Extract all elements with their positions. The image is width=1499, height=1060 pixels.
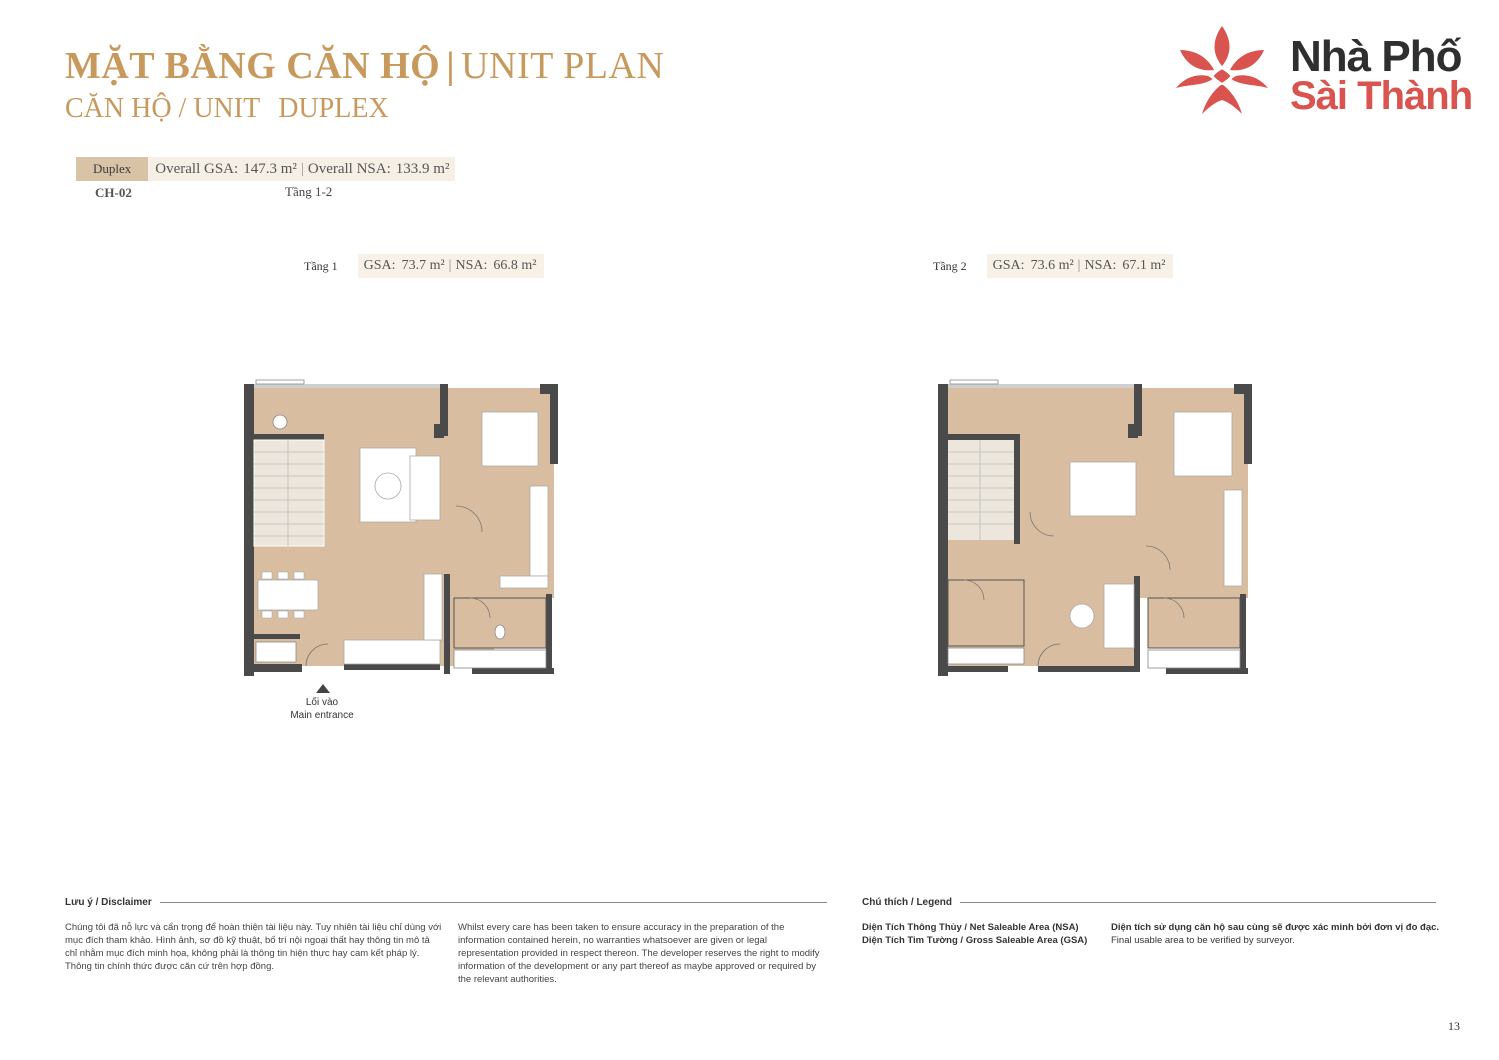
legend-nsa: Diện Tích Thông Thủy / Net Saleable Area (NSA) — [862, 922, 1079, 933]
entrance-label-en: Main entrance — [290, 710, 354, 721]
overall-nsa-label: Overall NSA: — [307, 161, 391, 177]
legend-gsa: Diện Tích Tim Tường / Gross Saleable Area (GSA) — [862, 935, 1088, 946]
legend-note-vi: Diện tích sử dụng căn hộ sau cùng sẽ được xác minh bởi đơn vị đo đạc. — [1111, 922, 1440, 933]
unit-floors: Tầng 1-2 — [285, 184, 333, 199]
title-vi: MẶT BẰNG CĂN HỘ — [65, 45, 441, 87]
disclaimer-text-vi: Chúng tôi đã nỗ lực và cẩn trọng để hoàn thiện tài liệu này. Tuy nhiên tài liệu chỉ dùng với mục đích tham khảo. Hình ảnh, sơ đồ kỹ thuật, bố trí nội ngoại thất hay thông tin mô tả chỉ nhằm mục đích minh họa, không phải là thông tin hiện thực hay cam kết pháp lý. Thông tin chính thức được căn cứ trên hợp đồng. — [65, 922, 442, 972]
floor2-nsa-label: NSA: — [1084, 258, 1117, 273]
floor2-plan — [934, 376, 1258, 678]
page-subtitle — [65, 93, 389, 125]
logo-name-line1: Nhà Phố — [1290, 32, 1462, 81]
lotus-logo-icon — [1172, 24, 1272, 120]
floor2-gsa-label: GSA: — [992, 258, 1025, 273]
unit-code: CH-02 — [95, 185, 132, 200]
area-separator: | — [300, 161, 304, 177]
title-en: UNIT PLAN — [461, 45, 665, 87]
entrance-label-vi: Lối vào — [305, 697, 339, 708]
disclaimer-heading-row — [65, 895, 827, 909]
floor1-label: Tầng 1 — [304, 258, 338, 273]
disclaimer-divider — [160, 902, 827, 903]
floor1-header — [304, 254, 544, 278]
subtitle-prefix: CĂN HỘ / UNIT — [65, 93, 261, 124]
floor2-gsa-value: 73.6 m² — [1030, 258, 1074, 273]
unit-area-values — [148, 157, 455, 181]
entrance-arrow-icon — [316, 684, 330, 693]
page-title — [65, 44, 664, 88]
overall-gsa-label: Overall GSA: — [155, 161, 239, 177]
floor1-areas — [358, 254, 545, 278]
floor2-nsa-value: 67.1 m² — [1122, 258, 1166, 273]
title-separator: | — [446, 45, 456, 87]
legend-divider — [960, 902, 1436, 903]
legend-definitions — [862, 921, 1102, 947]
floor2-header — [933, 254, 1173, 278]
disclaimer-heading: Lưu ý / Disclaimer — [65, 896, 152, 908]
overall-gsa-value: 147.3 m² — [243, 161, 297, 177]
overall-nsa-value: 133.9 m² — [395, 161, 450, 177]
subtitle-type: DUPLEX — [278, 93, 389, 124]
floor2-label: Tầng 2 — [933, 258, 967, 273]
brand-logo — [1172, 24, 1477, 120]
page-number: 13 — [1448, 1019, 1460, 1033]
floor2-separator: | — [1077, 258, 1081, 273]
floor1-nsa-value: 66.8 m² — [493, 258, 537, 273]
floor1-plan — [240, 376, 564, 678]
floor1-nsa-label: NSA: — [455, 258, 488, 273]
legend-heading: Chú thích / Legend — [862, 896, 952, 908]
logo-name-line2: Sài Thành — [1290, 74, 1473, 118]
disclaimer-text-en: Whilst every care has been taken to ensure accuracy in the preparation of the information contained herein, no warranties whatsoever are given or legal representation provided in respect thereon. The developer reserves the right to modify information of the development or any part thereof as maybe approved or required by the relevant authorities. — [458, 922, 820, 985]
unit-type-tag: Duplex — [76, 157, 148, 181]
legend-note-en: Final usable area to be verified by surveyor. — [1111, 935, 1295, 946]
legend-heading-row — [862, 895, 1436, 909]
floor1-gsa-value: 73.7 m² — [401, 258, 445, 273]
unit-info-bar — [76, 157, 455, 181]
floor1-gsa-label: GSA: — [363, 258, 396, 273]
legend-note — [1111, 921, 1441, 947]
floor1-separator: | — [448, 258, 452, 273]
floor2-areas — [987, 254, 1174, 278]
